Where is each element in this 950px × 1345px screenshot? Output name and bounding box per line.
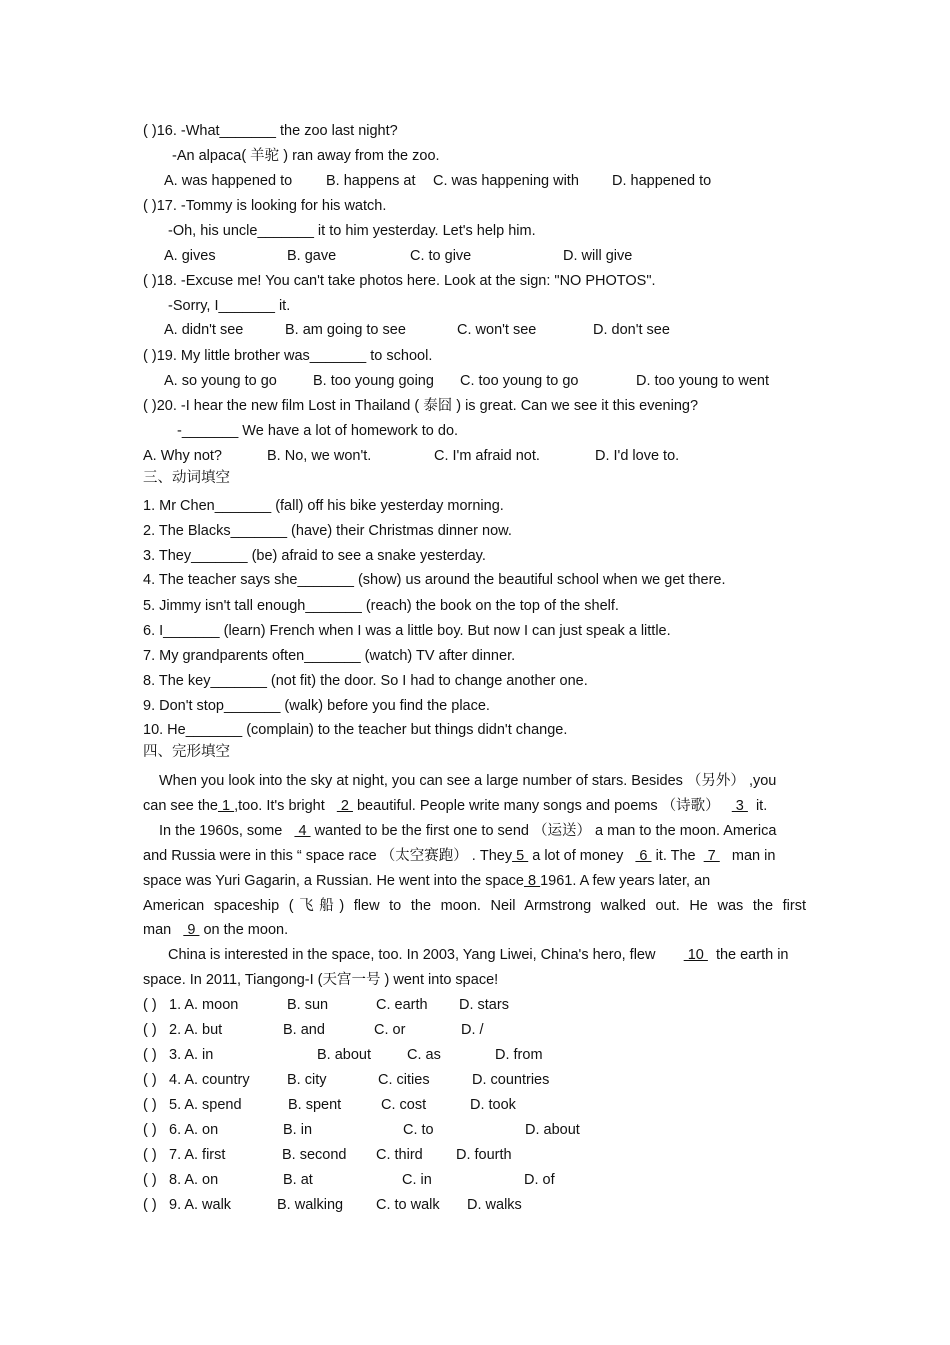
option-d: D. walks — [467, 1197, 522, 1213]
option-b: B. sun — [287, 997, 329, 1013]
passage-text: it. The — [655, 848, 696, 864]
cloze-question-6 — [143, 1121, 703, 1139]
blank-3: 3 — [731, 798, 748, 814]
passage-text: and Russia were in this “ space race （太空赛跑） . They — [143, 848, 513, 864]
cloze-question-7 — [143, 1146, 703, 1164]
answer-blank: ( ) — [143, 1047, 157, 1063]
option-c: C. to walk — [376, 1197, 440, 1213]
option-c: C. as — [407, 1047, 441, 1063]
option-b: B. about — [317, 1047, 372, 1063]
option-b: B. city — [287, 1072, 327, 1088]
passage-text: can see the — [143, 798, 218, 814]
option-b: B. No, we won't. — [267, 448, 372, 464]
blank-6: 6 — [635, 848, 652, 864]
option-b: B. am going to see — [285, 322, 406, 338]
option-d: D. happened to — [612, 173, 712, 189]
option-d: D. will give — [563, 248, 633, 264]
passage-line-8 — [168, 946, 789, 964]
passage-text: a lot of money — [532, 848, 624, 864]
blank-8: 8 — [523, 873, 541, 889]
question-19-options — [164, 372, 804, 390]
answer-blank: ( ) — [143, 273, 157, 289]
option-a: 3. A. in — [169, 1047, 214, 1063]
question-20 — [143, 397, 698, 415]
question-18 — [143, 272, 656, 290]
option-c: C. to — [403, 1122, 434, 1138]
verb-item-10: 10. He_______ (complain) to the teacher but things didn't change. — [143, 722, 568, 738]
option-c: C. won't see — [457, 322, 537, 338]
blank-2: 2 — [336, 798, 353, 814]
option-d: D. / — [461, 1022, 484, 1038]
option-a: 7. A. first — [169, 1147, 226, 1163]
option-c: C. I'm afraid not. — [434, 448, 540, 464]
question-stem: 16. -What_______ the zoo last night? — [156, 123, 398, 139]
passage-text: the earth in — [715, 947, 789, 963]
verb-item-2: 2. The Blacks_______ (have) their Christmas dinner now. — [143, 523, 512, 539]
option-d: D. from — [495, 1047, 543, 1063]
verb-item-5: 5. Jimmy isn't tall enough_______ (reach) the book on the top of the shelf. — [143, 598, 619, 614]
option-b: B. walking — [277, 1197, 344, 1213]
option-c: C. cities — [378, 1072, 430, 1088]
section-3-title: 三、动词填空 — [143, 470, 230, 486]
blank-4: 4 — [294, 823, 311, 839]
option-b: B. and — [283, 1022, 325, 1038]
verb-item-1: 1. Mr Chen_______ (fall) off his bike yesterday morning. — [143, 498, 504, 514]
passage-line-9: space. In 2011, Tiangong-I (天宫一号 ) went into space! — [143, 972, 499, 988]
answer-blank: ( ) — [143, 1097, 157, 1113]
option-c: C. in — [402, 1172, 432, 1188]
passage-text: wanted to be the first one to send （运送） a man to the moon. America — [314, 823, 777, 839]
blank-7: 7 — [703, 848, 720, 864]
question-18-reply: -Sorry, I_______ it. — [168, 298, 291, 314]
question-stem: 19. My little brother was_______ to school. — [156, 348, 433, 364]
passage-text: beautiful. People write many songs and poems （诗歌） — [356, 798, 720, 814]
answer-blank: ( ) — [143, 1072, 157, 1088]
passage-text: space was Yuri Gagarin, a Russian. He went into the space — [143, 873, 524, 889]
question-17 — [143, 197, 386, 215]
answer-blank: ( ) — [143, 1172, 157, 1188]
option-d: D. don't see — [593, 322, 670, 338]
option-c: C. cost — [381, 1097, 427, 1113]
passage-text: ,too. It's bright — [234, 798, 325, 814]
option-b: B. in — [283, 1122, 313, 1138]
cloze-question-5 — [143, 1096, 703, 1114]
option-a: A. didn't see — [164, 322, 244, 338]
passage-text: 1961. A few years later, an — [540, 873, 711, 889]
option-d: D. fourth — [456, 1147, 512, 1163]
passage-text: In the 1960s, some — [159, 823, 283, 839]
cloze-question-1 — [143, 996, 703, 1014]
option-a: 9. A. walk — [169, 1197, 232, 1213]
answer-blank: ( ) — [143, 1022, 157, 1038]
option-d: D. took — [470, 1097, 516, 1113]
option-b: B. gave — [287, 248, 337, 264]
option-a: A. gives — [164, 248, 216, 264]
verb-item-8: 8. The key_______ (not fit) the door. So I had to change another one. — [143, 673, 588, 689]
option-b: B. second — [282, 1147, 347, 1163]
option-d: D. about — [525, 1122, 580, 1138]
passage-line-3 — [159, 822, 776, 840]
option-d: D. of — [524, 1172, 555, 1188]
blank-1: 1 — [217, 798, 235, 814]
question-stem: 20. -I hear the new film Lost in Thailand ( 泰囧 ) is great. Can we see it this evening? — [156, 398, 699, 414]
option-a: A. so young to go — [164, 373, 277, 389]
answer-blank: ( ) — [143, 1147, 157, 1163]
question-stem: 17. -Tommy is looking for his watch. — [156, 198, 387, 214]
option-c: C. or — [374, 1022, 406, 1038]
option-c: C. earth — [376, 997, 428, 1013]
option-b: B. too young going — [313, 373, 434, 389]
answer-blank: ( ) — [143, 997, 157, 1013]
option-d: D. I'd love to. — [595, 448, 680, 464]
option-c: C. to give — [410, 248, 472, 264]
question-stem: 18. -Excuse me! You can't take photos here. Look at the sign: "NO PHOTOS". — [156, 273, 656, 289]
question-20-reply: -_______ We have a lot of homework to do. — [177, 423, 459, 439]
passage-text: it. — [755, 798, 768, 814]
blank-10: 10 — [683, 947, 708, 963]
option-c: C. third — [376, 1147, 423, 1163]
option-a: 5. A. spend — [169, 1097, 242, 1113]
answer-blank: ( ) — [143, 198, 157, 214]
option-a: 1. A. moon — [169, 997, 239, 1013]
question-16-options — [164, 172, 784, 190]
option-c: C. too young to go — [460, 373, 579, 389]
cloze-question-4 — [143, 1071, 703, 1089]
passage-line-7 — [143, 921, 288, 939]
option-a: 4. A. country — [169, 1072, 250, 1088]
verb-item-4: 4. The teacher says she_______ (show) us around the beautiful school when we get there. — [143, 572, 726, 588]
question-18-options — [164, 321, 784, 339]
option-d: D. stars — [459, 997, 509, 1013]
option-a: 8. A. on — [169, 1172, 219, 1188]
verb-item-6: 6. I_______ (learn) French when I was a little boy. But now I can just speak a little. — [143, 623, 671, 639]
blank-9: 9 — [183, 922, 200, 938]
option-d: D. too young to went — [636, 373, 769, 389]
question-17-options — [164, 247, 784, 265]
blank-5: 5 — [512, 848, 529, 864]
verb-item-3: 3. They_______ (be) afraid to see a snake yesterday. — [143, 548, 486, 564]
answer-blank: ( ) — [143, 1122, 157, 1138]
passage-line-5 — [143, 872, 710, 890]
question-17-reply: -Oh, his uncle_______ it to him yesterday. Let's help him. — [168, 223, 536, 239]
option-a: 2. A. but — [169, 1022, 223, 1038]
passage-text: on the moon. — [203, 922, 289, 938]
answer-blank: ( ) — [143, 398, 157, 414]
verb-item-7: 7. My grandparents often_______ (watch) TV after dinner. — [143, 648, 516, 664]
option-a: A. Why not? — [143, 448, 222, 464]
cloze-question-2 — [143, 1021, 703, 1039]
option-b: B. at — [283, 1172, 313, 1188]
passage-line-2 — [143, 797, 767, 815]
option-a: A. was happened to — [164, 173, 293, 189]
passage-line-4 — [143, 847, 775, 865]
passage-text: man — [143, 922, 172, 938]
passage-line-1: When you look into the sky at night, you can see a large number of stars. Besides （另外） ,you — [159, 773, 777, 789]
passage-text: man in — [731, 848, 776, 864]
section-4-title: 四、完形填空 — [143, 744, 230, 760]
option-c: C. was happening with — [433, 173, 579, 189]
question-16 — [143, 122, 398, 140]
cloze-question-9 — [143, 1196, 703, 1214]
option-b: B. happens at — [326, 173, 416, 189]
passage-line-6: American spaceship (飞船) flew to the moon. Neil Armstrong walked out. He was the first — [143, 898, 806, 914]
question-19 — [143, 347, 432, 365]
cloze-question-8 — [143, 1171, 703, 1189]
option-d: D. countries — [472, 1072, 550, 1088]
option-b: B. spent — [288, 1097, 342, 1113]
answer-blank: ( ) — [143, 123, 157, 139]
cloze-question-3 — [143, 1046, 703, 1064]
answer-blank: ( ) — [143, 348, 157, 364]
passage-text: China is interested in the space, too. In 2003, Yang Liwei, China's hero, flew — [168, 947, 656, 963]
verb-item-9: 9. Don't stop_______ (walk) before you find the place. — [143, 698, 490, 714]
question-20-options — [143, 447, 763, 465]
option-a: 6. A. on — [169, 1122, 219, 1138]
question-16-reply: -An alpaca( 羊驼 ) ran away from the zoo. — [172, 148, 440, 164]
answer-blank: ( ) — [143, 1197, 157, 1213]
